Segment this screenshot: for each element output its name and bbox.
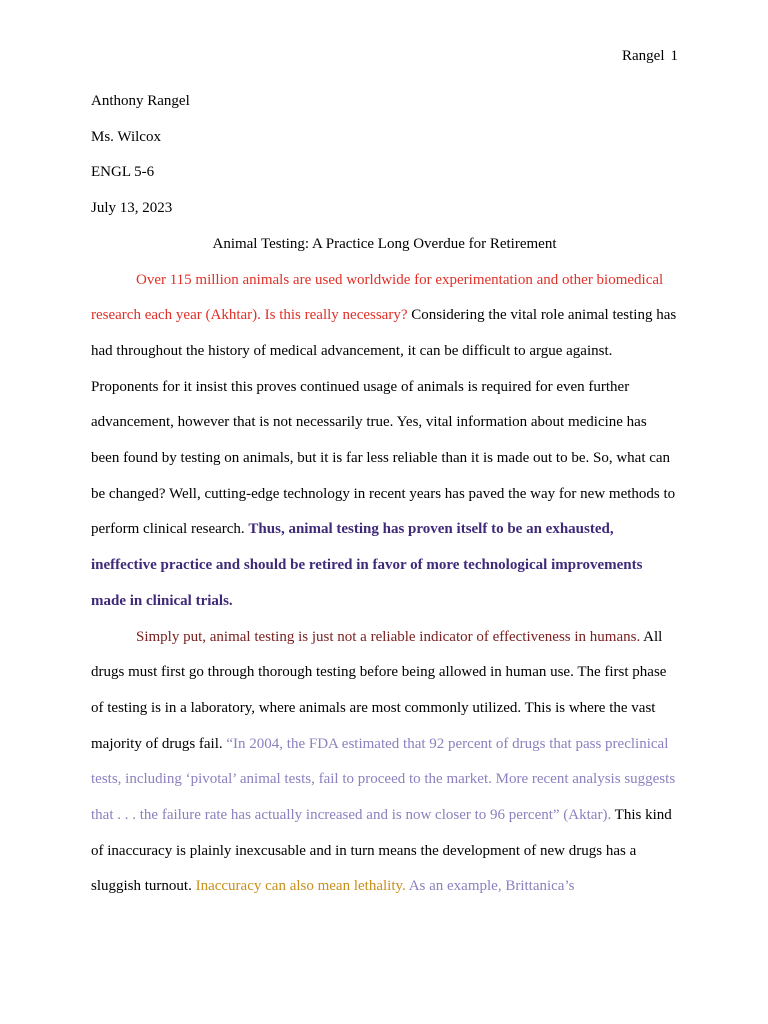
heading-author: Anthony Rangel — [91, 93, 190, 109]
intro-hook: Over 115 million animals are used worldwide for experimentation and other biomedical research each year (Akhtar). Is this really necessary? — [91, 271, 664, 324]
essay-title: Animal Testing: A Practice Long Overdue for Retirement — [212, 235, 557, 252]
heading-course: ENGL 5-6 — [91, 164, 155, 181]
paragraph-body-1 — [91, 620, 678, 906]
example-lead: As an example, Brittanica’s — [405, 878, 575, 895]
intro-body: Considering the vital role animal testing has had throughout the history of medical advancement, it can be difficult to argue against. Proponents for it insist this proves continued usage of animals is required for even further advancement, however that is not necessarily true. Yes, vital information about medicine has been found by testing on animals, but it is far less reliable than it is made out to be. So, what can be changed? Well, cutting-edge technology in recent years has paved the way for new methods to perform clinical research. — [91, 307, 677, 538]
thesis-statement: Thus, animal testing has proven itself to be an exhausted, ineffective practice and should be retired in favor of more technological improvements made in clinical trials. — [91, 521, 643, 609]
body-text-1: All drugs must first go through thorough testing before being allowed in human use. The first phase of testing is in a laboratory, where animals are most commonly utilized. This is where the vast majority of drugs fail. — [91, 628, 667, 752]
lethality-sentence: Inaccuracy can also mean lethality. — [195, 878, 406, 895]
header-page-number: 1 — [670, 48, 678, 64]
document-body — [91, 84, 678, 905]
header-surname: Rangel — [622, 48, 665, 64]
body-text-2: This kind of inaccuracy is plainly inexcusable and in turn means the development of new drugs has a sluggish turnout. — [91, 807, 672, 895]
running-header — [622, 46, 678, 66]
paragraph-introduction — [91, 263, 678, 620]
topic-sentence: Simply put, animal testing is just not a reliable indicator of effectiveness in humans. — [136, 628, 641, 645]
evidence-quote: “In 2004, the FDA estimated that 92 percent of drugs that pass preclinical tests, including ‘pivotal’ animal tests, fail to proceed to the market. More recent analysis suggests that . . . the failure rate has actually increased and is now closer to 96 percent” (Aktar). — [91, 735, 676, 824]
heading-instructor: Ms. Wilcox — [91, 128, 161, 145]
heading-date: July 13, 2023 — [91, 200, 173, 217]
